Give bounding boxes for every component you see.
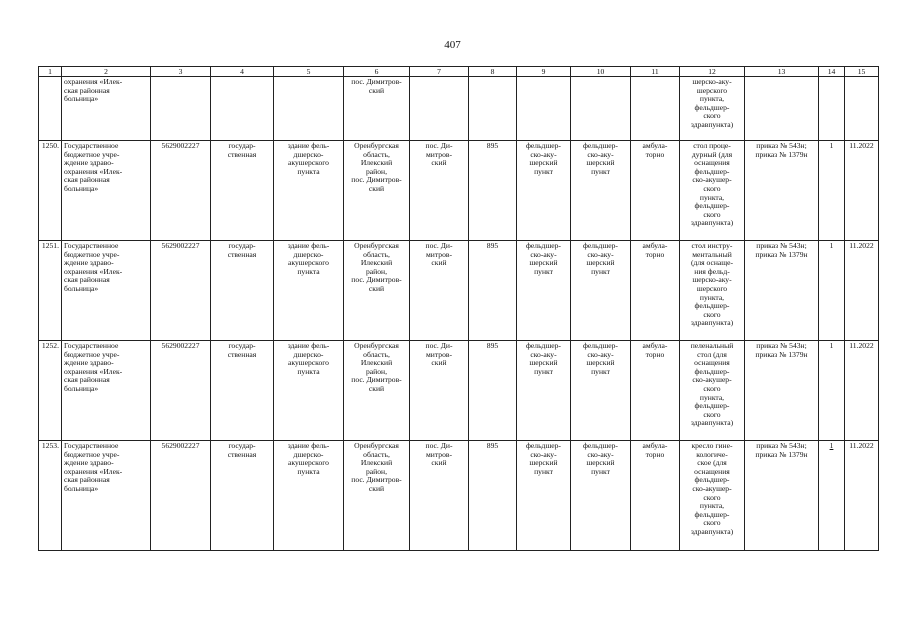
cell-address: Оренбургская область, Илекский район, пос. Димитров- ский <box>344 341 410 441</box>
cell-type1: фельдшер- ско-аку- шерский пункт <box>517 441 571 551</box>
header-cell: 4 <box>211 67 274 77</box>
cell-no: 1253. <box>39 441 62 551</box>
cell-type1: фельдшер- ско-аку- шерский пункт <box>517 341 571 441</box>
cell-date: 11.2022 <box>845 341 879 441</box>
cell-equipment: стол проце- дурный (для оснащения фельдшер- ско-акушер- ского пункта, фельдшер- ского здравпункта) <box>680 141 745 241</box>
header-cell: 11 <box>631 67 680 77</box>
cell-org: Государственное бюджетное учре- ждение здраво- охранения «Илек- ская районная больница» <box>62 441 151 551</box>
cell-address: Оренбургская область, Илекский район, пос. Димитров- ский <box>344 241 410 341</box>
cell-org: охранения «Илек- ская районная больница» <box>62 77 151 141</box>
cell-org: Государственное бюджетное учре- ждение здраво- охранения «Илек- ская районная больница» <box>62 141 151 241</box>
header-cell: 5 <box>274 67 344 77</box>
header-cell: 7 <box>410 67 469 77</box>
header-cell: 15 <box>845 67 879 77</box>
table-row-continuation <box>39 77 879 141</box>
table-row <box>39 341 879 441</box>
cell-order: приказ № 543н; приказ № 1379н <box>745 341 819 441</box>
cell-order: приказ № 543н; приказ № 1379н <box>745 141 819 241</box>
cell-building: здание фель- дшерско- акушерского пункта <box>274 341 344 441</box>
cell-settlement: пос. Ди- митров- ский <box>410 241 469 341</box>
cell-type2: фельдшер- ско-аку- шерский пункт <box>571 141 631 241</box>
cell-code: 895 <box>469 341 517 441</box>
cell-code: 895 <box>469 241 517 341</box>
cell-address: пос. Димитров- ский <box>344 77 410 141</box>
cell-qty: 1 <box>819 341 845 441</box>
cell-inn: 5629002227 <box>151 341 211 441</box>
cell-type1 <box>517 77 571 141</box>
cell-ownership: государ- ственная <box>211 141 274 241</box>
cell-code: 895 <box>469 141 517 241</box>
cell-equipment: шерско-аку- шерского пункта, фельдшер- ского здравпункта) <box>680 77 745 141</box>
cell-qty: 1 <box>819 241 845 341</box>
cell-building <box>274 77 344 141</box>
cell-no: 1252. <box>39 341 62 441</box>
cell-org: Государственное бюджетное учре- ждение здраво- охранения «Илек- ская районная больница» <box>62 341 151 441</box>
cell-equipment: стол инстру- ментальный (для оснаще- ния фельд- шерско-аку- шерского пункта, фельдшер- ского здравпункта) <box>680 241 745 341</box>
cell-qty <box>819 77 845 141</box>
cell-settlement: пос. Ди- митров- ский <box>410 141 469 241</box>
cell-type2: фельдшер- ско-аку- шерский пункт <box>571 341 631 441</box>
cell-care: амбула- торно <box>631 441 680 551</box>
table-row <box>39 241 879 341</box>
header-cell: 2 <box>62 67 151 77</box>
cell-qty: 1 <box>819 141 845 241</box>
cell-care: амбула- торно <box>631 341 680 441</box>
header-cell: 8 <box>469 67 517 77</box>
page-number: 407 <box>444 39 461 51</box>
cell-order: приказ № 543н; приказ № 1379н <box>745 241 819 341</box>
cell-date <box>845 77 879 141</box>
cell-inn <box>151 77 211 141</box>
cell-equipment: кресло гине- кологиче- ское (для оснащения фельдшер- ско-акушер- ского пункта, фельдшер- ского здравпункта) <box>680 441 745 551</box>
cell-inn: 5629002227 <box>151 241 211 341</box>
header-cell: 12 <box>680 67 745 77</box>
cell-address: Оренбургская область, Илекский район, пос. Димитров- ский <box>344 441 410 551</box>
cell-date: 11.2022 <box>845 141 879 241</box>
cell-qty: 1 <box>819 441 845 551</box>
cell-type2: фельдшер- ско-аку- шерский пункт <box>571 441 631 551</box>
cell-address: Оренбургская область, Илекский район, пос. Димитров- ский <box>344 141 410 241</box>
cell-settlement: пос. Ди- митров- ский <box>410 441 469 551</box>
cell-type2: фельдшер- ско-аку- шерский пункт <box>571 241 631 341</box>
table-row <box>39 441 879 551</box>
cell-care: амбула- торно <box>631 241 680 341</box>
header-cell: 10 <box>571 67 631 77</box>
header-row <box>39 67 879 77</box>
cell-ownership <box>211 77 274 141</box>
cell-care <box>631 77 680 141</box>
cell-type2 <box>571 77 631 141</box>
cell-no: 1251. <box>39 241 62 341</box>
header-cell: 14 <box>819 67 845 77</box>
cell-order: приказ № 543н; приказ № 1379н <box>745 441 819 551</box>
cell-ownership: государ- ственная <box>211 341 274 441</box>
cell-no: 1250. <box>39 141 62 241</box>
cell-date: 11.2022 <box>845 241 879 341</box>
cell-equipment: пеленальный стол (для оснащения фельдшер- ско-акушер- ского пункта, фельдшер- ского здравпункта) <box>680 341 745 441</box>
registry-table <box>38 66 879 551</box>
cell-building: здание фель- дшерско- акушерского пункта <box>274 441 344 551</box>
cell-ownership: государ- ственная <box>211 441 274 551</box>
cell-code <box>469 77 517 141</box>
cell-care: амбула- торно <box>631 141 680 241</box>
cell-ownership: государ- ственная <box>211 241 274 341</box>
cell-building: здание фель- дшерско- акушерского пункта <box>274 141 344 241</box>
cell-no <box>39 77 62 141</box>
header-cell: 3 <box>151 67 211 77</box>
header-cell: 13 <box>745 67 819 77</box>
cell-building: здание фель- дшерско- акушерского пункта <box>274 241 344 341</box>
cell-settlement <box>410 77 469 141</box>
cell-settlement: пос. Ди- митров- ский <box>410 341 469 441</box>
cell-inn: 5629002227 <box>151 441 211 551</box>
cell-inn: 5629002227 <box>151 141 211 241</box>
cell-code: 895 <box>469 441 517 551</box>
header-cell: 6 <box>344 67 410 77</box>
cell-type1: фельдшер- ско-аку- шерский пункт <box>517 141 571 241</box>
cell-type1: фельдшер- ско-аку- шерский пункт <box>517 241 571 341</box>
header-cell: 9 <box>517 67 571 77</box>
cell-org: Государственное бюджетное учре- ждение здраво- охранения «Илек- ская районная больница» <box>62 241 151 341</box>
table-row <box>39 141 879 241</box>
cell-order <box>745 77 819 141</box>
cell-date: 11.2022 <box>845 441 879 551</box>
header-cell: 1 <box>39 67 62 77</box>
